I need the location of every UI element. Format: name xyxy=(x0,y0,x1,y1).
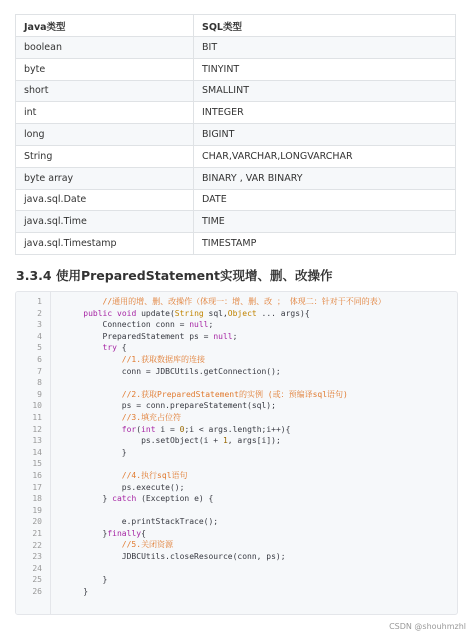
code-token: (Exception e) { xyxy=(136,494,214,504)
line-number: 8 xyxy=(37,378,42,388)
code-token: ... args){ xyxy=(256,308,310,318)
code-line xyxy=(64,308,453,320)
java-type-cell: byte array xyxy=(16,167,194,189)
code-token xyxy=(64,413,122,422)
code-line xyxy=(64,400,453,412)
line-number: 16 xyxy=(32,471,42,480)
line-number: 13 xyxy=(32,436,42,446)
table-row xyxy=(16,58,456,80)
code-line xyxy=(64,505,453,517)
section-heading: 3.3.4 使用PreparedStatement实现增、删、改操作 xyxy=(16,268,333,283)
table-row xyxy=(16,189,456,211)
sql-type-cell: DATE xyxy=(194,189,456,211)
header-java-type: Java类型 xyxy=(16,15,194,37)
csdn-watermark: CSDN @shouhmzhl xyxy=(389,622,466,631)
line-number: 21 xyxy=(32,529,42,538)
code-line xyxy=(64,516,453,528)
code-token xyxy=(64,471,122,480)
code-line xyxy=(64,563,453,575)
line-number: 2 xyxy=(37,308,42,318)
table-row xyxy=(16,145,456,167)
line-number: 12 xyxy=(32,424,42,434)
code-token: } xyxy=(64,528,108,538)
code-token: { xyxy=(141,528,146,538)
line-number: 23 xyxy=(32,552,42,562)
java-type-cell: java.sql.Timestamp xyxy=(16,233,194,255)
code-line xyxy=(64,296,453,308)
java-type-cell: byte xyxy=(16,58,194,80)
code-line xyxy=(64,424,453,436)
java-type-cell: java.sql.Date xyxy=(16,189,194,211)
table-row xyxy=(16,80,456,102)
java-type-cell: long xyxy=(16,124,194,146)
table-row xyxy=(16,102,456,124)
java-type-cell: boolean xyxy=(16,37,194,59)
code-token: String xyxy=(174,308,204,318)
line-number: 24 xyxy=(32,563,42,573)
code-line xyxy=(64,458,453,470)
table-header-row xyxy=(16,15,456,37)
line-number: 14 xyxy=(32,447,42,457)
code-line xyxy=(64,377,453,389)
code-token: //2.获取PreparedStatement的实例 (或：预编译sql语句) xyxy=(121,389,348,399)
header-sql-type: SQL类型 xyxy=(194,15,456,37)
sql-type-cell: TIME xyxy=(194,211,456,233)
line-number: 5 xyxy=(37,343,42,353)
code-token: ps.setObject(i + xyxy=(64,436,223,446)
code-token: void xyxy=(117,308,137,318)
code-token: public xyxy=(83,308,113,318)
line-number: 17 xyxy=(32,482,42,492)
code-token: ( xyxy=(136,424,142,434)
line-number: 10 xyxy=(32,401,42,411)
code-token xyxy=(64,343,103,352)
code-token: i = xyxy=(155,424,180,434)
line-number: 6 xyxy=(37,355,42,364)
java-type-cell: short xyxy=(16,80,194,102)
code-token: PreparedStatement ps = xyxy=(64,331,214,341)
line-number: 22 xyxy=(32,540,42,550)
code-line xyxy=(64,586,453,598)
sql-type-cell: INTEGER xyxy=(194,102,456,124)
sql-type-cell: CHAR,VARCHAR,LONGVARCHAR xyxy=(194,145,456,167)
table-row xyxy=(16,124,456,146)
sql-type-cell: BINARY , VAR BINARY xyxy=(194,167,456,189)
code-token xyxy=(64,425,122,434)
code-token: null xyxy=(189,320,209,330)
code-content xyxy=(64,296,453,597)
code-token xyxy=(64,540,122,549)
line-number-gutter xyxy=(16,292,51,614)
code-token: } xyxy=(64,586,89,596)
code-token: //4.执行sql语句 xyxy=(121,470,188,480)
code-line xyxy=(64,539,453,551)
code-line xyxy=(64,389,453,401)
table-row xyxy=(16,37,456,59)
code-token: } xyxy=(64,447,127,457)
table-row xyxy=(16,167,456,189)
line-number: 9 xyxy=(37,389,42,399)
java-type-cell: java.sql.Time xyxy=(16,211,194,233)
sql-type-cell: TINYINT xyxy=(194,58,456,80)
code-line xyxy=(64,551,453,563)
code-token: Connection conn = xyxy=(64,320,190,330)
code-token: conn = JDBCUtils.getConnection(); xyxy=(64,366,281,376)
code-token: ; xyxy=(232,331,238,341)
table-row xyxy=(16,233,456,255)
code-token: //5.关闭资源 xyxy=(121,540,174,550)
line-number: 20 xyxy=(32,517,42,527)
code-token: 0 xyxy=(179,424,185,434)
code-line xyxy=(64,412,453,424)
line-number: 3 xyxy=(37,320,42,330)
line-number: 26 xyxy=(32,587,42,596)
line-number: 25 xyxy=(32,575,42,585)
java-type-cell: int xyxy=(16,102,194,124)
code-token xyxy=(64,355,122,364)
code-token: 1 xyxy=(222,436,228,446)
code-token: null xyxy=(213,331,233,341)
line-number: 1 xyxy=(37,297,42,306)
code-line xyxy=(64,493,453,505)
code-token: try xyxy=(102,343,117,353)
code-token: ps.execute(); xyxy=(64,482,185,492)
code-token: , args[i]); xyxy=(227,436,281,446)
code-token: } xyxy=(64,494,113,504)
code-token: JDBCUtils.closeResource(conn, ps); xyxy=(64,552,286,562)
code-line xyxy=(64,447,453,459)
code-token: for xyxy=(121,424,137,434)
code-token: ps = conn.prepareStatement(sql); xyxy=(64,401,276,411)
line-number: 19 xyxy=(32,505,42,515)
code-line xyxy=(64,574,453,586)
code-block xyxy=(15,291,458,615)
code-line xyxy=(64,482,453,494)
code-token: update( xyxy=(136,308,175,318)
code-line xyxy=(64,366,453,378)
code-token: Object xyxy=(227,308,257,318)
code-token: ; xyxy=(208,320,214,330)
code-token xyxy=(64,390,122,399)
code-token: //1.获取数据库的连接 xyxy=(121,354,206,364)
line-number: 7 xyxy=(37,366,42,376)
code-token xyxy=(64,297,103,306)
java-sql-type-table xyxy=(15,14,456,255)
code-line xyxy=(64,470,453,482)
sql-type-cell: BIT xyxy=(194,37,456,59)
line-number: 18 xyxy=(32,494,42,504)
java-type-cell: String xyxy=(16,145,194,167)
code-token: finally xyxy=(107,528,142,538)
line-number: 11 xyxy=(32,413,42,422)
code-token: //通用的增、删、改操作（体现一：增、删、改 ； 体现二：针对于不同的表） xyxy=(102,297,386,306)
sql-type-cell: BIGINT xyxy=(194,124,456,146)
line-number: 15 xyxy=(32,459,42,469)
code-token: sql, xyxy=(203,308,228,318)
code-line xyxy=(64,319,453,331)
table-row xyxy=(16,211,456,233)
code-token: } xyxy=(64,575,108,585)
code-token xyxy=(64,309,83,318)
code-line xyxy=(64,354,453,366)
code-token: catch xyxy=(112,494,137,504)
sql-type-cell: TIMESTAMP xyxy=(194,233,456,255)
code-line xyxy=(64,528,453,540)
code-line xyxy=(64,435,453,447)
sql-type-cell: SMALLINT xyxy=(194,80,456,102)
code-line xyxy=(64,342,453,354)
code-token: ;i < args.length;i++){ xyxy=(184,424,291,434)
code-line xyxy=(64,331,453,343)
code-token: int xyxy=(141,424,156,434)
line-number: 4 xyxy=(37,331,42,341)
code-token: //3.填充占位符 xyxy=(121,412,182,422)
code-token: e.printStackTrace(); xyxy=(64,517,219,527)
code-token: { xyxy=(116,343,127,353)
